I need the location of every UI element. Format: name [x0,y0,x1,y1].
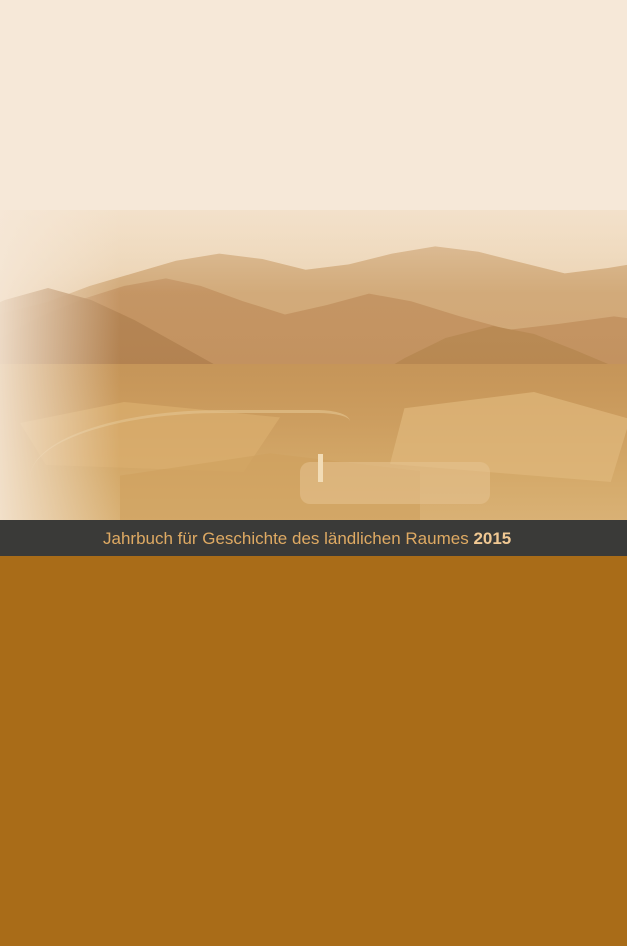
cover-photo [0,196,627,520]
series-title: Jahrbuch für Geschichte des ländlichen Raumes [103,529,469,548]
cover-header-band [0,0,627,210]
photo-left-fade-overlay [0,196,120,520]
series-year: 2015 [473,529,512,548]
cover-lower-block [0,556,627,946]
series-band-text [103,529,511,549]
